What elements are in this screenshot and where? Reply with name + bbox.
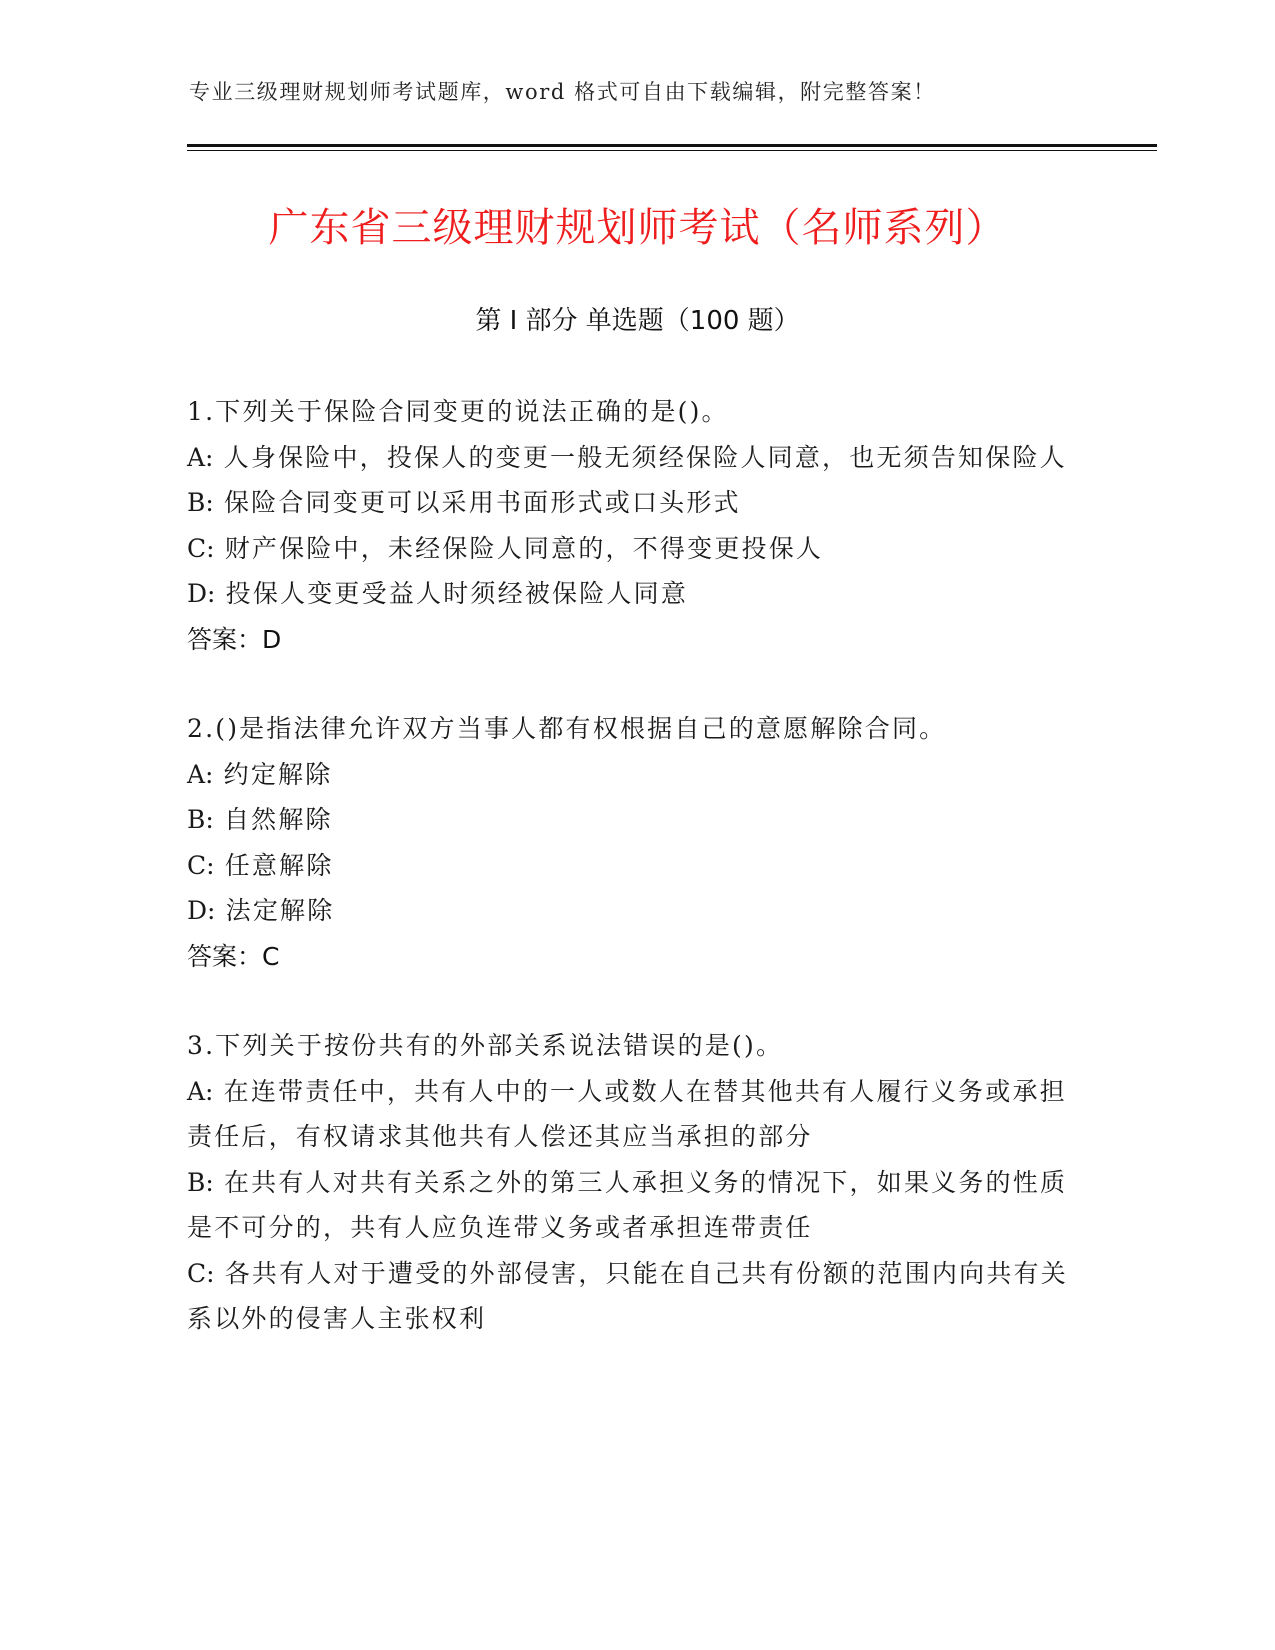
question-3 [187,1023,1087,1342]
header-rule-thin [187,150,1157,151]
option-text: 约定解除 [223,759,333,789]
document-title: 广东省三级理财规划师考试（名师系列） [268,205,1007,251]
option-text: 在连带责任中，共有人中的一人或数人在替其他共有人履行义务或承担责任后，有权请求其他共有人偿还其应当承担的部分 [187,1076,1067,1151]
option-key: A: [187,759,214,789]
option-c [187,1251,1087,1342]
option-a [187,752,1087,798]
option-key: B: [187,488,214,517]
option-text: 任意解除 [224,850,334,880]
option-key: B: [187,1167,214,1197]
option-text: 自然解除 [223,805,333,834]
option-key: C: [187,850,215,880]
option-text: 投保人变更受益人时须经被保险人同意 [225,579,689,608]
option-d [187,888,1087,934]
option-key: A: [187,1076,214,1106]
question-2 [187,706,1087,979]
option-a [187,435,1087,481]
option-c [187,526,1087,572]
option-key: A: [187,442,214,472]
option-a [187,1069,1087,1160]
option-key: D: [187,579,216,608]
answer: 答案：C [187,941,280,971]
option-text: 财产保险中，未经保险人同意的，不得变更投保人 [224,533,824,563]
question-stem: 2.()是指法律允许双方当事人都有权根据自己的意愿解除合同。 [187,714,947,743]
header-rule-thick [187,144,1157,147]
option-c [187,843,1087,889]
option-key: C: [187,533,215,563]
option-key: C: [187,1258,215,1288]
option-key: D: [187,896,216,925]
question-stem: 1.下列关于保险合同变更的说法正确的是()。 [187,397,729,426]
option-b [187,797,1087,843]
question-1 [187,389,1087,662]
answer: 答案：D [187,624,282,654]
option-key: B: [187,805,214,834]
option-text: 各共有人对于遭受的外部侵害，只能在自己共有份额的范围内向共有关系以外的侵害人主张权利 [187,1258,1068,1333]
option-text: 在共有人对共有关系之外的第三人承担义务的情况下，如果义务的性质是不可分的，共有人应负连带义务或者承担连带责任 [187,1167,1068,1242]
option-text: 人身保险中，投保人的变更一般无须经保险人同意，也无须告知保险人 [223,442,1067,472]
option-text: 法定解除 [225,896,335,925]
question-stem: 3.下列关于按份共有的外部关系说法错误的是()。 [187,1031,784,1060]
header-note: 专业三级理财规划师考试题库，word 格式可自由下载编辑，附完整答案！ [189,80,936,104]
option-b [187,480,1087,526]
option-d [187,571,1087,617]
option-text: 保险合同变更可以采用书面形式或口头形式 [223,488,741,517]
option-b [187,1160,1087,1251]
question-list [187,389,1087,1342]
section-title: 第 I 部分 单选题（100 题） [475,306,800,336]
